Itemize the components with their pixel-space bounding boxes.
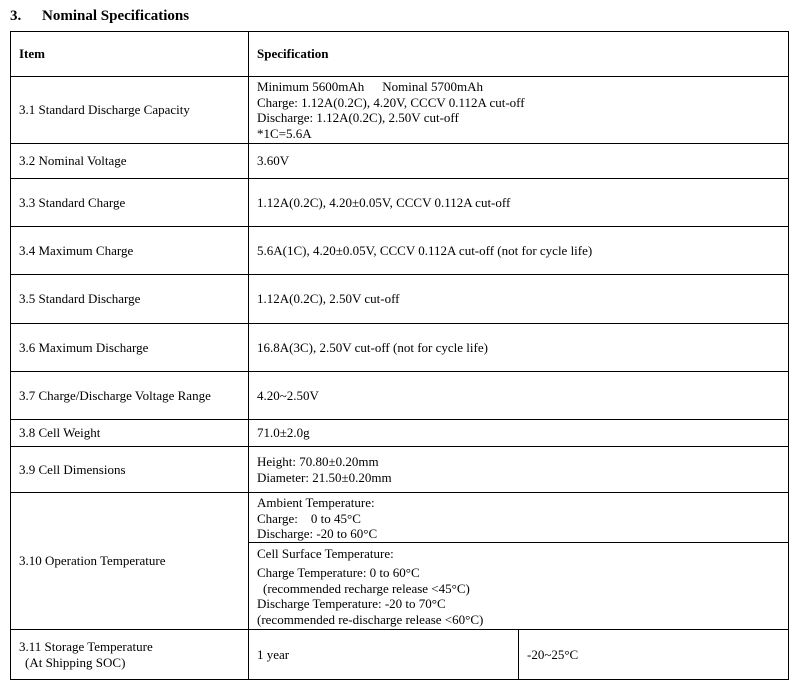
- cell-surface-temperature: [249, 542, 788, 628]
- table-row: [11, 324, 789, 372]
- row-item: 3.3 Standard Charge: [11, 179, 249, 227]
- row-item: 3.10 Operation Temperature: [11, 493, 249, 630]
- spec-line: Discharge Temperature: -20 to 70°C: [257, 596, 446, 611]
- table-row: [11, 227, 789, 275]
- row-item: 3.2 Nominal Voltage: [11, 144, 249, 179]
- row-spec: 5.6A(1C), 4.20±0.05V, CCCV 0.112A cut-off (not for cycle life): [249, 227, 789, 275]
- table-row: [11, 420, 789, 447]
- table-row: [11, 372, 789, 420]
- row-item: 3.1 Standard Discharge Capacity: [11, 77, 249, 144]
- row-spec: 71.0±2.0g: [249, 420, 789, 447]
- row-spec: 3.60V: [249, 144, 789, 179]
- row-item: 3.7 Charge/Discharge Voltage Range: [11, 372, 249, 420]
- row-item: 3.4 Maximum Charge: [11, 227, 249, 275]
- spec-line: (recommended re-discharge release <60°C): [257, 611, 484, 627]
- ambient-temperature: [257, 495, 788, 542]
- row-item: 3.5 Standard Discharge: [11, 275, 249, 324]
- row-spec-period: 1 year: [249, 630, 519, 680]
- row-spec: 16.8A(3C), 2.50V cut-off (not for cycle life): [249, 324, 789, 372]
- spec-line: Charge Temperature: 0 to 60°C: [257, 565, 420, 580]
- row-spec: 4.20~2.50V: [249, 372, 789, 420]
- capacity-minimum: Minimum 5600mAh: [257, 79, 365, 94]
- spec-line: *1C=5.6A: [257, 125, 312, 141]
- header-item: Item: [11, 32, 249, 77]
- spec-line: Ambient Temperature:: [257, 495, 375, 510]
- spec-line: Discharge: 1.12A(0.2C), 2.50V cut-off: [257, 110, 459, 125]
- item-line: 3.11 Storage Temperature: [19, 639, 153, 654]
- spec-line: Diameter: 21.50±0.20mm: [257, 469, 392, 485]
- spec-line: Charge: 1.12A(0.2C), 4.20V, CCCV 0.112A cut-off: [257, 94, 525, 110]
- row-item: 3.9 Cell Dimensions: [11, 447, 249, 493]
- specifications-table: [10, 31, 789, 680]
- spec-line: Discharge: -20 to 60°C: [257, 526, 378, 541]
- table-row: [11, 275, 789, 324]
- item-line: (At Shipping SOC): [25, 654, 126, 670]
- spec-line: Charge: 0 to 45°C: [257, 510, 361, 526]
- row-spec: 1.12A(0.2C), 4.20±0.05V, CCCV 0.112A cut-off: [249, 179, 789, 227]
- row-spec: [249, 493, 789, 630]
- section-heading: [10, 8, 189, 25]
- table-row: [11, 447, 789, 493]
- row-spec: 1.12A(0.2C), 2.50V cut-off: [249, 275, 789, 324]
- header-specification: Specification: [249, 32, 789, 77]
- table-row: [11, 77, 789, 144]
- section-title: Nominal Specifications: [42, 8, 190, 24]
- row-spec: [249, 447, 789, 493]
- section-number: 3.: [10, 8, 22, 24]
- table-row: [11, 493, 789, 630]
- row-spec: [249, 77, 789, 144]
- row-item: [11, 630, 249, 680]
- spec-line: Cell Surface Temperature:: [257, 545, 394, 561]
- spec-line: Height: 70.80±0.20mm: [257, 454, 379, 469]
- row-item: 3.8 Cell Weight: [11, 420, 249, 447]
- table-row: [11, 179, 789, 227]
- row-item: 3.6 Maximum Discharge: [11, 324, 249, 372]
- capacity-nominal: Nominal 5700mAh: [382, 79, 484, 94]
- table-row: [11, 630, 789, 680]
- table-row: [11, 144, 789, 179]
- table-header-row: [11, 32, 789, 77]
- spec-line: (recommended recharge release <45°C): [263, 580, 470, 596]
- row-spec-temperature: -20~25°C: [519, 630, 789, 680]
